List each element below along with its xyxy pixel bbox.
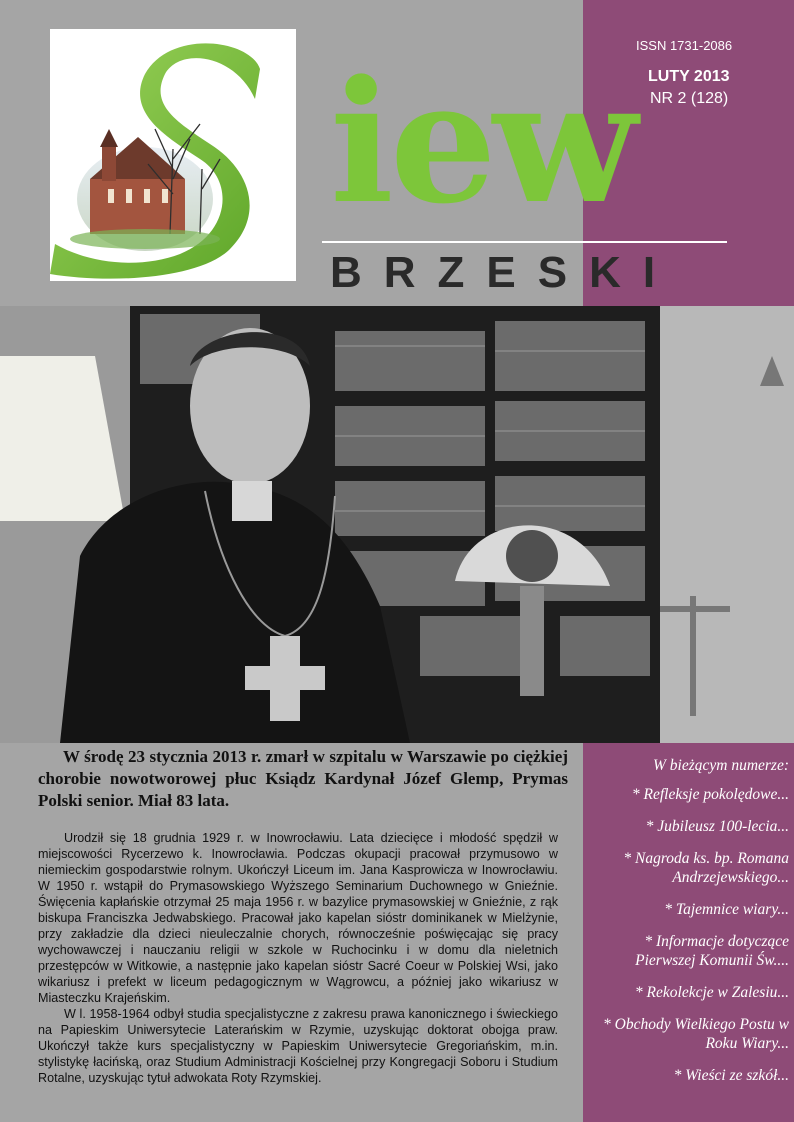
toc-item: * Rekolekcje w Zalesiu... (634, 984, 789, 1001)
s-letter-logo-icon (50, 29, 296, 281)
toc-item: * Nagroda ks. bp. Romana Andrzejewskiego... (623, 850, 789, 886)
toc-item: * Informacje dotyczące Pierwszej Komunii Św.... (635, 933, 789, 969)
cover-photo-scene (0, 306, 794, 743)
article-paragraph: W l. 1958-1964 odbył studia specjalistyczne z zakresu prawa kanonicznego i świeckiego na Papieskim Uniwersytecie Laterańskim w Rzymie, uzyskując doktorat obojga praw. Ukończył także kurs specjalistyczny w Papieskim Uniwersytecie Gregoriańskim, m.in. stylistykę łacińską, oraz Studium Administracji Kościelnej przy Kongregacji Soboru i Studium Rotalne, uzyskując tytuł adwokata Roty Rzymskiej. (38, 1007, 558, 1085)
toc-item: * Tajemnice wiary... (664, 901, 789, 918)
toc-item: * Obchody Wielkiego Postu w Roku Wiary... (603, 1016, 789, 1052)
title-divider (322, 241, 727, 243)
issue-date: LUTY 2013 (648, 68, 730, 85)
toc-item: * Wieści ze szkół... (673, 1067, 789, 1084)
masthead-subtitle: BRZESKI (330, 248, 678, 297)
article-lead: W środę 23 stycznia 2013 r. zmarł w szpitalu w Warszawie po ciężkiej chorobie nowotworowej płuc Ksiądz Kardynał Józef Glemp, Prymas Polski senior. Miał 83 lata. (38, 747, 568, 810)
logo-s-church (50, 29, 296, 281)
toc-item: * Refleksje pokolędowe... (631, 786, 789, 803)
toc-heading: W bieżącym numerze: (652, 757, 789, 774)
article-body (38, 830, 558, 1086)
table-of-contents (585, 757, 789, 1098)
toc-item: * Jubileusz 100-lecia... (645, 818, 789, 835)
article-paragraph: Urodził się 18 grudnia 1929 r. w Inowrocławiu. Lata dziecięce i młodość spędził w miejscowości Rycerzewo k. Inowrocławia. Podczas okupacji pracował przymusowo w niemieckim gospodarstwie rolnym. Ukończył Liceum im. Jana Kasprowicza w Inowrocławiu. W 1950 r. wstąpił do Prymasowskiego Wyższego Seminarium Duchownego w Gnieźnie. Święcenia kapłańskie otrzymał 25 maja 1956 r. w bazylice prymasowskiej w Gnieźnie, z rąk biskupa Franciszka Jedwabskiego. Pracował jako kapelan sióstr dominikanek w Mielżynie, przy zakładzie dla dzieci nieuleczalnie chorych, równocześnie poświęcając się pracy wychowawczej i nauczaniu religii w szkole w Ruchocinku i w domu dla nieletnich przestępców w Witkowie, a następnie jako kapelan sióstr Sacré Coeur w Polskiej Wsi, jako wikariusz i prefekt w liceum pedagogicznym w Wągrowcu, a później jako wikariusz w Miasteczku Krajeńskim. (38, 831, 558, 1005)
issue-number: NR 2 (128) (650, 90, 729, 107)
cover-photo (0, 306, 794, 743)
masthead-title: iew (330, 43, 634, 241)
issn: ISSN 1731-2086 (636, 38, 733, 53)
